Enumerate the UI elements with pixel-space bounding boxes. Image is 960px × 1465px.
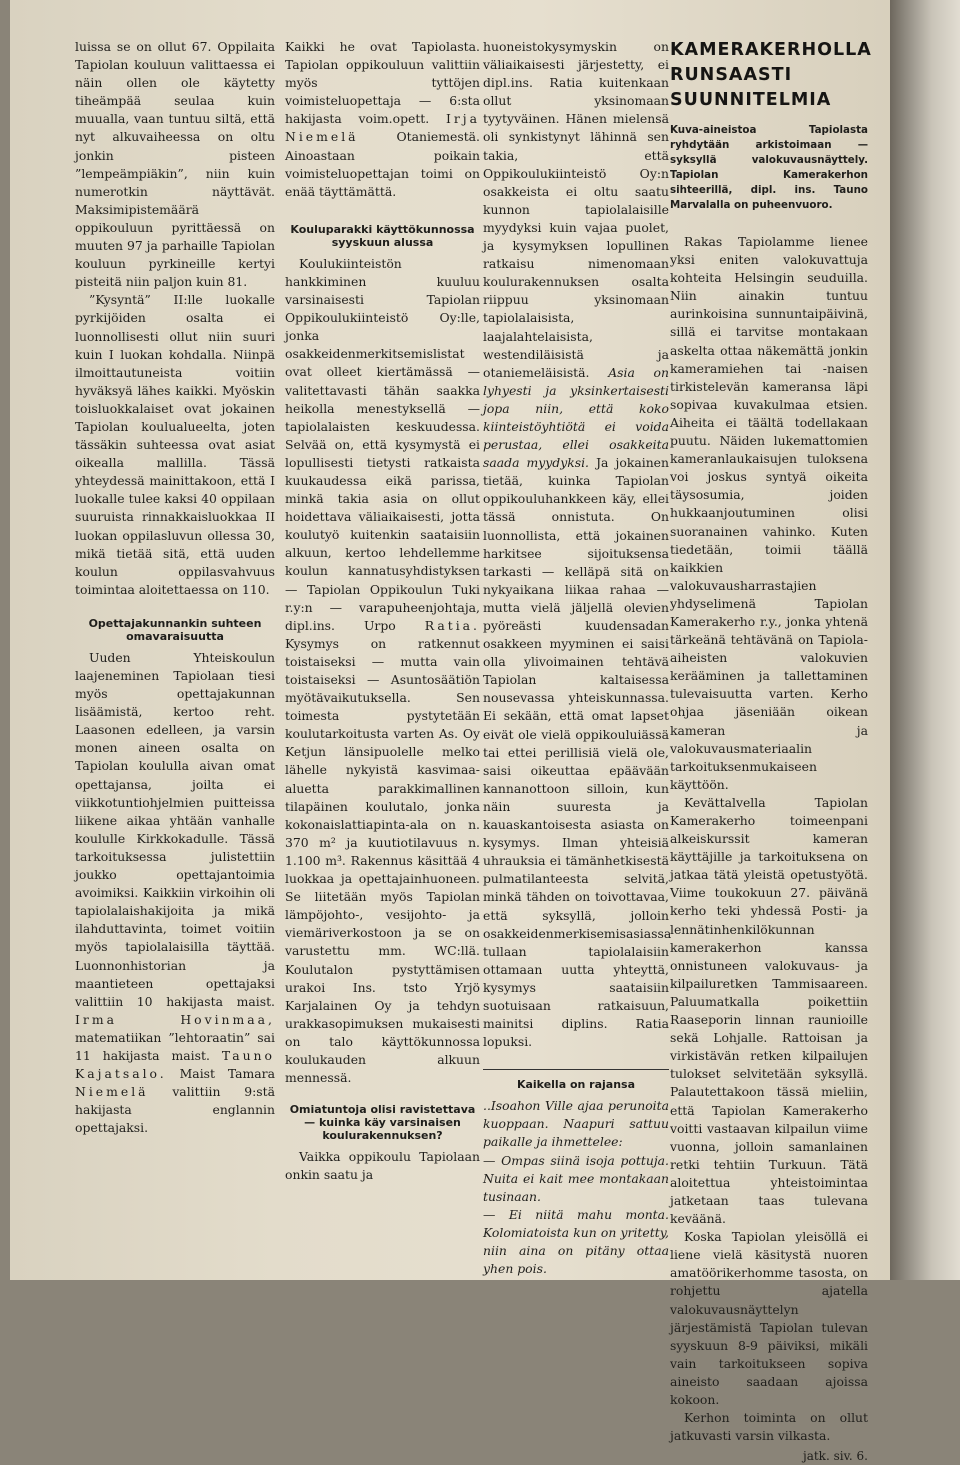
headline-line: KAMERAKERHOLLA: [670, 40, 872, 60]
paragraph: [483, 38, 672, 1051]
anecdote-box: [483, 1078, 669, 1278]
paragraph: [75, 649, 275, 1138]
box-paragraph: — Ompas siinä isoja pottuja. Nuita ei kait mee montakaan tusinaan.: [483, 1152, 669, 1204]
text-run: valittiin 9:stä hakijasta englannin opettajaksi.: [75, 1084, 275, 1136]
text-run: Koulukiinteistön hankkiminen kuuluu varsinaisesti Tapiolan Oppikoulukiinteistö Oy:lle, jonka osakkeidenmerkitsemislistat ovat olleet kiertämässä — valitettavasti tähän saakka heikolla menestyksellä — tapiolalaisten keskuudessa. Selvää on, että kysymystä ei lopullisesti tietysti ratkaista kuukaudessa eikä parissa, minkä takia asia on ollut hoidettava väliaikaisesti, jotta koulutyö kuitenkin saataisiin alkuun, kertoo lehdellemme koulun kannatusyhdistyksen — Tapiolan Oppikoulun Tuki r.y:n — varapuheenjohtaja, dipl.ins. Urpo: [285, 255, 480, 633]
text-run: matematiikan ”lehtoraatin” sai 11 hakijasta maist.: [75, 1029, 275, 1063]
newspaper-page: [10, 0, 890, 1464]
page-edge: [890, 0, 960, 1280]
article-headline: [670, 38, 872, 113]
divider: [483, 1069, 669, 1070]
continued-text: jatk. siv. 6.: [802, 1449, 868, 1464]
box-paragraph: ..Isoahon Ville ajaa perunoita kuoppaan. Naapuri sattuu paikalle ja ihmettelee:: [483, 1098, 669, 1150]
column-3: [483, 38, 672, 1278]
text-run: Uuden Yhteiskoulun laajeneminen Tapiolaan tiesi myös opettajakunnan lisäämistä, kertoo reht. Laasonen edelleen, ja varsin monen aineen osalta on Tapiolan koululla aivan omat opettajansa, joilta ei viikkotuntiohjelmien puitteissa liikene aikaa yhtään vanhalle koululle Kirkkokadulle. Tässä tarkoituksessa julistettiin joukko opettajantoimia avoimiksi. Kaikkiin virkoihin oli tapiolalaishakijoita ja mikä ilahduttavinta, toimet voitiin myös tapiolalaisilla täyttää. Luonnonhistorian ja maantieteen opettajaksi valittiin 10 hakijasta maist.: [75, 649, 275, 1009]
subheading-kouluparakki: Kouluparakki käyttökunnossa syyskuun alussa: [290, 222, 475, 249]
paragraph: [285, 255, 480, 1087]
person-name: Irja Niemelä: [285, 111, 480, 145]
headline-line: SUUNNITELMIA: [670, 90, 832, 110]
box-paragraph: — Ei niitä mahu monta. Kolomiatoista kun on yritetty, niin aina on pitäny ottaa yhen pois.: [483, 1206, 669, 1277]
paragraph: ”Kysyntä” II:lle luokalle pyrkijöiden osalta ei luonnollisesti ollut niin suuri kuin I luokan kohdalla. Niinpä ilmoittautuneista voitiin hyväksyä lähes kaikki. Myöskin toisluokkalaiset ovat jokainen Tapiolan koulualueelta, joten tässäkin suhteessa ovat asiat oikealla mallilla. Tässä yhteydessä mainittakoon, että I luokalle tulee kaksi 40 oppilaan suuruista rinnakkaisluokkaa II luokan oppilasluvun ollessa 30, mikä tietää sitä, että uuden koulun oppilasvahvuus toimintaa aloitettaessa on 110.: [75, 292, 275, 597]
text-run: Maist Tamara: [179, 1066, 275, 1082]
text-run: Ja jokainen tietää, kuinka Tapiolan oppikouluhankkeen käy, ellei tässä onnistuta. On luonnollista, että jokainen harkitsee sijoituksensa tarkasti — kelläpä sitä on nykyaikana liikaa rahaa — mutta vielä jäljellä olevien pyöreästi kuudensadan osakkeen myyminen ei saisi olla ylivoimainen tehtävä Tapiolan kaltaisessa nousevassa yhteiskunnassa. Ei sekään, että omat lapset eivät ole vielä oppikouluiässä tai ettei perillisiä vielä ole, saisi oikeuttaa epäävään kannanottoon silloin, kun näin suuresta ja kauaskantoisesta asiasta on kysymys. Ilman yhteisiä uhrauksia ei tämänhetkisestä pulmatilanteesta selvitä, minkä tähden on toivottavaa, että syksyllä, jolloin osakkeidenmerkisemisasiassa tullaan tapiolalaisiin ottamaan uutta yhteyttä, kysymys saataisiin suotuisaan ratkaisuun, mainitsi diplins. Ratia lopuksi.: [483, 455, 672, 1050]
italic-text: Asia on lyhyesti ja yksinkertaisesti jopa niin, että koko kiinteistöyhtiötä ei voida perustaa, ellei osakkeita saada myydyksi.: [483, 364, 669, 471]
column-1: [75, 38, 275, 1137]
paragraph: Vaikka oppikoulu Tapiolaan onkin saatu ja: [285, 1149, 480, 1183]
column-4: [670, 38, 872, 1465]
text-run: Otaniemestä. Ainoastaan poikain voimisteluopettajan toimi on enää täyttämättä.: [285, 129, 480, 199]
text-run: Kaikki he ovat Tapiolasta. Tapiolan oppikouluun valittiin myös tyttöjen voimisteluopettaja — 6:sta hakijasta voim.opett.: [285, 39, 480, 127]
box-heading: Kaikella on rajansa: [516, 1078, 636, 1092]
person-name: Ratia.: [424, 617, 480, 633]
column-2: [285, 38, 480, 1184]
article-lead: Kuva-aineistoa Tapiolasta ryhdytään arkistoimaan — syksyllä valokuvausnäyttely. Tapiolan Kamerakerhon sihteerillä, dipl. ins. Tauno Marvalalla on puheenvuoro.: [670, 124, 868, 211]
continued-note: [670, 1447, 868, 1465]
person-name: Tauno Kajatsalo.: [75, 1047, 275, 1082]
person-name: Niemelä: [75, 1084, 149, 1100]
subheading-omiatuntoja: Omiatuntoja olisi ravistettava — kuinka käy varsinaisen koulurakennuksen?: [289, 1103, 476, 1143]
paragraph: Kevättalvella Tapiolan Kamerakerho toimeenpani alkeiskurssit kameran käyttäjille ja tarkoituksena on jatkaa tätä yleistä opetustyötä. Viime toukokuun 27. päivänä kerho teki yhdessä Posti- ja lennätinhenkilökunnan kamerakerhon kanssa onnistuneen valokuvaus- ja kilpailuretken Tammisaareen. Paluumatkalla poikettiin Raaseporin linnan raunioille sekä Lohjalle. Rattoisan ja virkistävän retken kilpailujen tulokset selvitetään syksyllä. Palautettakoon tässä mieliin, että Tapiolan Kamerakerho voitti vastaavan kilpailun viime vuonna, jolloin samanlainen retki tehtiin Turkuun. Tätä aloitettua yhteistoimintaa jatketaan taas tulevana keväänä.: [670, 794, 868, 1227]
subheading-opettajakunta: Opettajakunnankin suhteen omavaraisuutta: [88, 616, 262, 643]
text-run: huoneistokysymyskin on väliaikaisesti järjestetty, ei dipl.ins. Ratia kuitenkaan ollut yksinomaan tyytyväinen. Hänen mielensä oli synkistynyt lähinnä sen takia, että Oppikoulukiinteistö Oy:n osakkeista ei oltu saatu kunnon tapiolalaisille myydyksi kuin vajaa puolet, ja kysymyksen lopullinen ratkaisu nimenomaan koulurakennuksen osalta riippuu yksinomaan tapiolalaisista, laajalahtelaisista, westendiläisistä ja otaniemeläisistä.: [483, 39, 669, 380]
text-run: Kysymys on ratkennut toistaiseksi — mutta vain toistaiseksi — Asuntosäätiön myötävaikutuksella. Sen toimesta pystytetään koulutarkoitusta varten As. Oy Ketjun länsipuolelle melko lähelle nykyistä kasvimaa-aluetta parakkimallinen tilapäinen koulutalo, jonka kokonaislattiapinta-ala on n. 370 m² ja kuutiotilavuus n. 1.100 m³. Rakennus käsittää 4 luokkaa ja opettajainhuoneen. Se liitetään myös Tapiolan lämpöjohto-, vesijohto- ja viemäriverkostoon ja se on varustettu mm. WC:llä. Koulutalon pystyttämisen urakoi Ins. tsto Yrjö Karjalainen Oy ja tehdyn urakkasopimuksen mukaisesti on talo käyttökunnossa koulukauden alkuun mennessä.: [285, 635, 480, 1086]
paragraph: [285, 38, 480, 201]
paragraph: Kerhon toiminta on ollut jatkuvasti varsin vilkasta.: [670, 1410, 868, 1444]
paragraph: luissa se on ollut 67. Oppilaita Tapiolan kouluun valittaessa ei näin ollen ole käytetty tiheämpää seulaa kuin muualla, vaan tuntuu siltä, että nyt alkuvaiheessa on oltu jonkin pisteen ”lempeämpiäkin”, niin kuin numerotkin näyttävät. Maksimipistemäärä oppikouluun pyrittäessä on muuten 97 ja parhaille Tapiolan kouluun pyrkineille kertyi pisteitä niin paljon kuin 81.: [75, 39, 275, 290]
paragraph: Rakas Tapiolamme lienee yksi eniten valokuvattuja kohteita Helsingin seuduilla. Niin ainakin tuntuu aurinkoisina sunnuntaipäivinä, sillä ei tarvitse montakaan askelta ottaa näkemättä jonkin kameramiehen tai -naisen tirkistelevän kameransa läpi sopivaa kuvakulmaa etsien. Aiheita ei täältä todellakaan puutu. Näiden lukemattomien kameranlaukaisujen tuloksena voi joskus syntyä oikeita täysosumia, joiden hukkaanjoutuminen olisi suoranainen vahinko. Kuten tiedetään, toimii täällä kaikkien valokuvausharrastajien yhdyselimenä Tapiolan Kamerakerho r.y., jonka yhtenä tärkeänä tehtävänä on Tapiola-aiheisten valokuvien kerääminen ja tallettaminen tulevaisuutta varten. Kerho ohjaa jäseniään oikean kameran ja valokuvausmateriaalin tarkoituksenmukaiseen käyttöön.: [670, 234, 868, 792]
headline-line: RUNSAASTI: [670, 65, 793, 85]
person-name: Irma Hovinmaa,: [75, 1011, 275, 1027]
paragraph: Koska Tapiolan yleisöllä ei liene vielä käsitystä nuoren amatöörikerhomme tasosta, on rohjettu ajatella valokuvausnäyttelyn järjestämistä Tapiolan tulevan syyskuun 8-9 päiviksi, mikäli vain tarkoitukseen sopiva aineisto saadaan ajoissa kokoon.: [670, 1229, 868, 1407]
